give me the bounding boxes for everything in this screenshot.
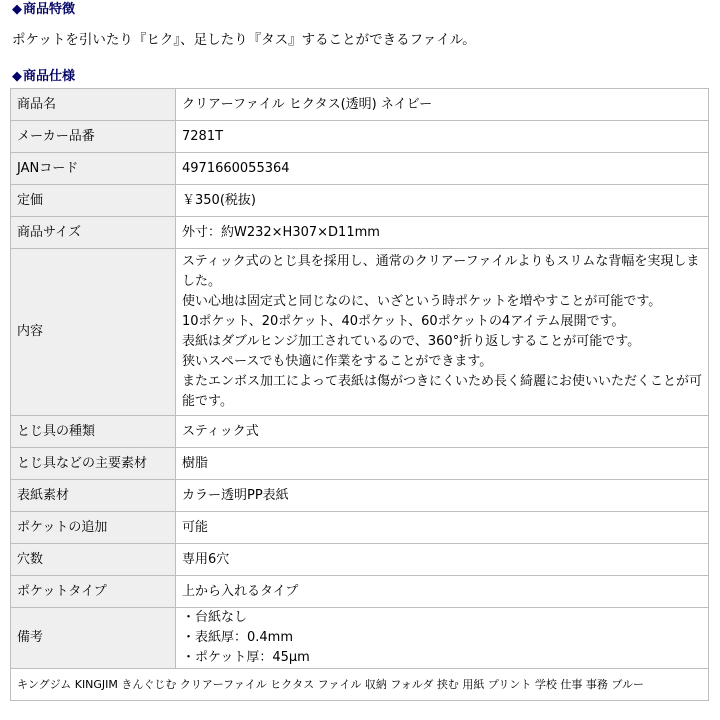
table-row (11, 416, 709, 448)
diamond-icon: ◆ (12, 69, 22, 84)
spec-label-binding-material: とじ具などの主要素材 (11, 448, 176, 480)
contents-line: 10ポケット、20ポケット、40ポケット、60ポケットの4アイテム展開です。 (182, 314, 625, 329)
spec-label-holes: 穴数 (11, 544, 176, 576)
table-row (11, 608, 709, 669)
spec-value-binding-material: 樹脂 (176, 448, 709, 480)
spec-label-product-name: 商品名 (11, 89, 176, 121)
table-row (11, 89, 709, 121)
spec-value-binding-type: スティック式 (176, 416, 709, 448)
contents-line: 狭いスペースでも快適に作業をすることができます。 (182, 354, 493, 369)
notes-line: ・台紙なし (182, 610, 248, 625)
table-row (11, 512, 709, 544)
diamond-icon: ◆ (12, 2, 22, 17)
spec-label-binding-type: とじ具の種類 (11, 416, 176, 448)
contents-line: 使い心地は固定式と同じなのに、いざという時ポケットを増やすことが可能です。 (182, 294, 662, 309)
spec-table (10, 88, 709, 701)
features-heading (12, 2, 75, 18)
table-row (11, 448, 709, 480)
spec-value-jan-code: 4971660055364 (176, 153, 709, 185)
contents-line: スティック式のとじ具を採用し、通常のクリアーファイルよりもスリムな背幅を実現しました。 (182, 254, 700, 289)
contents-line: またエンボス加工によって表紙は傷がつきにくいため長く綺麗にお使いいただくことが可能です。 (182, 374, 703, 409)
spec-label-jan-code: JANコード (11, 153, 176, 185)
notes-line: ・ポケット厚：45μm (182, 650, 310, 665)
spec-value-size: 外寸：約W232×H307×D11mm (176, 217, 709, 249)
spec-value-product-name: クリアーファイル ヒクタス(透明) ネイビー (176, 89, 709, 121)
spec-value-notes (176, 608, 709, 669)
spec-label-contents: 内容 (11, 249, 176, 416)
table-row (11, 217, 709, 249)
spec-label-size: 商品サイズ (11, 217, 176, 249)
keywords-cell: キングジム KINGJIM きんぐじむ クリアーファイル ヒクタス ファイル 収納 フォルダ 挟む 用紙 プリント 学校 仕事 事務 ブルー (11, 669, 709, 701)
table-row (11, 576, 709, 608)
spec-label-pocket-add: ポケットの追加 (11, 512, 176, 544)
spec-value-contents (176, 249, 709, 416)
spec-label-maker-code: メーカー品番 (11, 121, 176, 153)
spec-value-price: ￥350(税抜) (176, 185, 709, 217)
table-row (11, 669, 709, 701)
spec-value-pocket-type: 上から入れるタイプ (176, 576, 709, 608)
notes-line: ・表紙厚：0.4mm (182, 630, 294, 645)
spec-label-cover-material: 表紙素材 (11, 480, 176, 512)
spec-label-price: 定価 (11, 185, 176, 217)
spec-label-pocket-type: ポケットタイプ (11, 576, 176, 608)
spec-value-cover-material: カラー透明PP表紙 (176, 480, 709, 512)
features-description: ポケットを引いたり『ヒク』、足したり『タス』することができるファイル。 (12, 32, 476, 48)
table-row (11, 121, 709, 153)
spec-label-notes: 備考 (11, 608, 176, 669)
spec-value-pocket-add: 可能 (176, 512, 709, 544)
table-row (11, 480, 709, 512)
contents-line: 表紙はダブルヒンジ加工されているので、360°折り返しすることが可能です。 (182, 334, 641, 349)
specs-heading (12, 69, 75, 85)
table-row (11, 249, 709, 416)
table-row (11, 185, 709, 217)
table-row (11, 544, 709, 576)
spec-value-holes: 専用6穴 (176, 544, 709, 576)
specs-heading-text: 商品仕様 (23, 69, 76, 84)
table-row (11, 153, 709, 185)
features-heading-text: 商品特徴 (23, 2, 76, 17)
spec-value-maker-code: 7281T (176, 121, 709, 153)
